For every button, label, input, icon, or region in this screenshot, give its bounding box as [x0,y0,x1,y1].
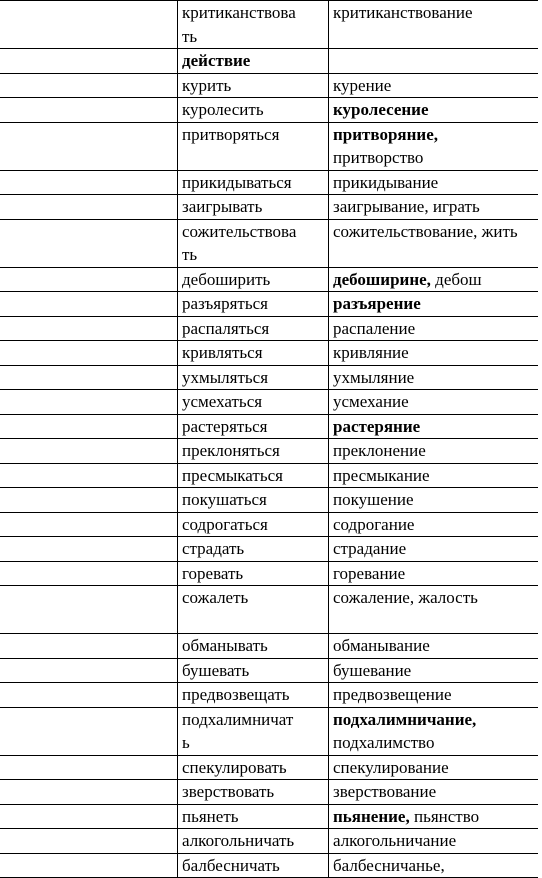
verb-text: страдать [182,539,245,558]
table-row [0,1,538,49]
verb-text: обманывать [182,636,268,655]
blank-cell [0,586,178,634]
blank-cell [0,365,178,390]
noun-text: бушевание [333,660,412,680]
noun-text: притворство [333,148,424,167]
verb-text: притворяться [182,124,280,144]
blank-cell [0,292,178,317]
noun-text: сожительствование, жить [333,221,518,241]
word-table-body [0,1,538,878]
blank-cell [0,219,178,267]
blank-cell [0,780,178,805]
blank-cell [0,658,178,683]
noun-text: преклонение [333,441,426,460]
table-row [0,316,538,341]
table-row [0,463,538,488]
verb-text: курить [182,75,232,95]
table-row [0,707,538,755]
noun-text: усмехание [333,392,409,411]
noun-cell [329,267,539,292]
noun-cell [329,488,539,513]
verb-cell [178,853,329,878]
noun-cell [329,439,539,464]
noun-cell [329,780,539,805]
blank-cell [0,267,178,292]
verb-cell [178,683,329,708]
noun-cell [329,365,539,390]
verb-text: прикидываться [182,172,292,192]
noun-cell [329,414,539,439]
verb-text: содрогаться [182,514,268,534]
noun-text: предвозвещение [333,685,452,704]
noun-bold-text: растеряние [333,416,421,436]
noun-cell [329,755,539,780]
noun-text: спекулирование [333,757,449,777]
table-row [0,439,538,464]
verb-text: подхалимничат ь [182,709,294,752]
blank-cell [0,634,178,659]
noun-bold-text: притворяние, [333,124,438,144]
blank-cell [0,488,178,513]
verb-cell [178,219,329,267]
noun-cell [329,804,539,829]
table-row [0,170,538,195]
noun-text: заигрывание, играть [333,197,480,216]
blank-cell [0,439,178,464]
verb-cell [178,267,329,292]
verb-text: алкогольничать [182,831,295,850]
noun-text: дебош [430,269,482,289]
noun-cell [329,853,539,878]
verb-cell [178,537,329,562]
verb-cell [178,292,329,317]
verb-cell [178,586,329,634]
blank-cell [0,195,178,220]
noun-cell [329,586,539,634]
verb-cell [178,829,329,854]
noun-cell [329,683,539,708]
verb-cell [178,1,329,49]
verb-text: балбесничать [182,855,280,875]
verb-cell [178,707,329,755]
blank-cell [0,804,178,829]
verb-text: сожительствова ть [182,221,297,264]
table-row [0,195,538,220]
verb-cell [178,488,329,513]
table-row [0,488,538,513]
verb-cell [178,365,329,390]
blank-cell [0,707,178,755]
noun-cell [329,634,539,659]
verb-cell [178,122,329,170]
verb-cell [178,170,329,195]
blank-cell [0,1,178,49]
noun-text: пресмыкание [333,465,430,485]
table-row [0,73,538,98]
noun-bold-text: куролесение [333,100,429,119]
verb-cell [178,390,329,415]
noun-cell [329,537,539,562]
noun-cell [329,73,539,98]
table-row [0,365,538,390]
verb-cell [178,804,329,829]
verb-text: усмехаться [182,392,263,411]
noun-bold-text: пьянение, [333,806,410,826]
blank-cell [0,537,178,562]
table-row [0,804,538,829]
blank-cell [0,49,178,74]
verb-cell [178,463,329,488]
verb-text: куролесить [182,100,264,119]
noun-bold-text: подхалимничание, [333,709,477,729]
noun-text: зверствование [333,782,437,801]
blank-cell [0,316,178,341]
noun-cell [329,829,539,854]
table-row [0,414,538,439]
noun-cell [329,341,539,366]
noun-text: прикидывание [333,172,439,192]
noun-cell [329,219,539,267]
noun-cell [329,561,539,586]
table-row [0,586,538,634]
blank-cell [0,463,178,488]
table-row [0,292,538,317]
table-row [0,341,538,366]
noun-text: обманывание [333,636,430,655]
verb-cell [178,414,329,439]
noun-cell [329,512,539,537]
noun-text: сожаление, жалость [333,588,478,607]
noun-text: горевание [333,563,406,583]
verb-text: кривляться [182,343,263,362]
verb-cell [178,73,329,98]
table-row [0,98,538,123]
noun-bold-text: дебоширине, [333,269,431,289]
noun-cell [329,98,539,123]
verb-cell [178,49,329,74]
noun-text: страдание [333,539,407,558]
verb-text: ухмыляться [182,367,269,387]
noun-cell [329,292,539,317]
verb-cell [178,780,329,805]
table-row [0,658,538,683]
table-row [0,49,538,74]
noun-cell [329,707,539,755]
verb-text: разъяряться [182,294,268,313]
verb-text: критиканствова ть [182,3,296,46]
blank-cell [0,829,178,854]
verb-text: горевать [182,563,244,583]
table-row [0,219,538,267]
noun-text: кривляние [333,343,409,362]
verb-text: пресмыкаться [182,465,283,485]
blank-cell [0,853,178,878]
noun-text: курение [333,75,392,95]
blank-cell [0,561,178,586]
blank-cell [0,512,178,537]
noun-cell [329,390,539,415]
table-row [0,122,538,170]
verb-cell [178,195,329,220]
verb-text: преклоняться [182,441,280,460]
verb-text: растеряться [182,416,268,436]
noun-text: алкогольничание [333,831,457,850]
blank-cell [0,414,178,439]
table-row [0,853,538,878]
verb-text: покушаться [182,490,267,509]
noun-text: ухмыляние [333,367,415,387]
verb-text: предвозвещать [182,685,290,704]
table-row [0,390,538,415]
noun-cell [329,122,539,170]
table-row [0,512,538,537]
verb-cell [178,316,329,341]
verb-text: дебоширить [182,269,271,289]
table-row [0,561,538,586]
table-row [0,634,538,659]
noun-text: покушение [333,490,414,509]
noun-text: балбесничанье, [333,855,445,875]
verb-text: зверствовать [182,782,275,801]
table-row [0,683,538,708]
noun-cell [329,658,539,683]
verb-text: действие [182,51,251,70]
noun-text: распаление [333,318,416,338]
table-row [0,755,538,780]
table-row [0,267,538,292]
blank-cell [0,390,178,415]
verb-cell [178,658,329,683]
verb-text: сожалеть [182,588,249,607]
blank-cell [0,683,178,708]
blank-cell [0,98,178,123]
noun-text: критиканствование [333,3,473,22]
verb-text: спекулировать [182,757,287,777]
noun-text: подхалимство [333,733,435,752]
noun-cell [329,1,539,49]
noun-text: содрогание [333,514,415,534]
table-row [0,780,538,805]
blank-cell [0,122,178,170]
verb-text: распаляться [182,318,270,338]
verb-cell [178,341,329,366]
verb-cell [178,439,329,464]
noun-cell [329,195,539,220]
noun-cell [329,463,539,488]
table-row [0,829,538,854]
verb-cell [178,755,329,780]
blank-cell [0,341,178,366]
table-row [0,537,538,562]
noun-cell [329,316,539,341]
verb-text: пьянеть [182,806,239,826]
blank-cell [0,170,178,195]
verb-cell [178,634,329,659]
noun-cell [329,170,539,195]
verb-cell [178,98,329,123]
noun-bold-text: разъярение [333,294,421,313]
noun-text: пьянство [409,806,480,826]
blank-cell [0,755,178,780]
verb-cell [178,512,329,537]
blank-cell [0,73,178,98]
verb-text: заигрывать [182,197,263,216]
verb-cell [178,561,329,586]
verb-text: бушевать [182,660,250,680]
noun-cell [329,49,539,74]
